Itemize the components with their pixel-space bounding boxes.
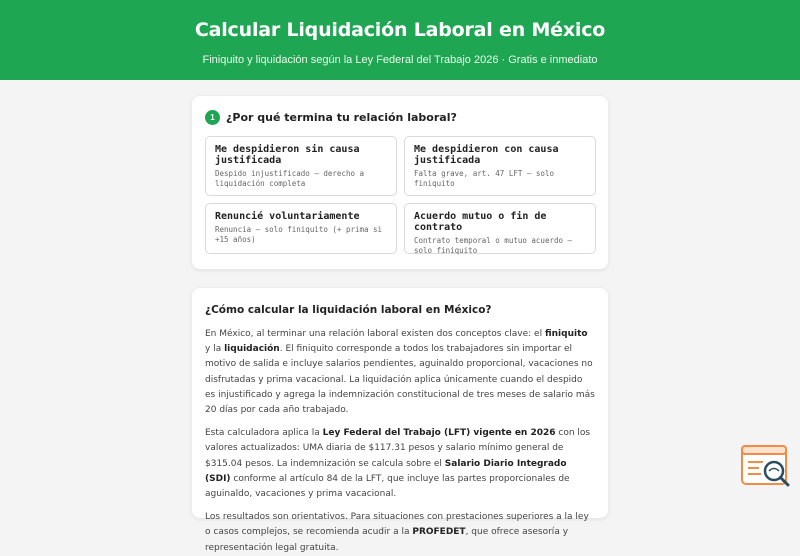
info-paragraph: Esta calculadora aplica la Ley Federal del Trabajo (LFT) vigente en 2026 con los valores actualizados: UMA diaria de $117.31 pesos y salario mínimo general de $315.04 pesos. La indemnización se calcula sobre el Salario Diario Integrado (SDI) conforme al artículo 84 de la LFT, que incluye las partes proporcionales de aguinaldo, vacaciones y prima vacacional. <box>205 428 591 500</box>
option-description: Despido injustificado — derecho a liquidación completa <box>215 169 365 188</box>
option-justified-dismissal[interactable] <box>404 136 596 196</box>
info-title: ¿Cómo calcular la liquidación laboral en México? <box>205 304 492 316</box>
option-voluntary-resignation[interactable] <box>205 203 397 254</box>
reason-options <box>205 136 595 254</box>
info-paragraph: Los resultados son orientativos. Para situaciones con prestaciones superiores a la ley o casos complejos, se recomienda acudir a la PROFEDET, que ofrece asesoría y representación legal gratuita. <box>205 512 589 553</box>
page-header <box>0 0 800 80</box>
option-title: Me despidieron con causa justificada <box>414 144 559 166</box>
page-subtitle: Finiquito y liquidación según la Ley Federal del Trabajo 2026 · Gratis e inmediato <box>202 54 598 66</box>
option-title: Acuerdo mutuo o fin de contrato <box>414 211 547 233</box>
question-header <box>205 110 595 125</box>
option-description: Falta grave, art. 47 LFT — solo finiquito <box>414 169 554 188</box>
info-body <box>205 327 595 556</box>
option-description: Renuncia — solo finiquito (+ prima si +15 años) <box>215 225 383 244</box>
page-title: Calcular Liquidación Laboral en México <box>194 19 606 41</box>
info-card <box>192 288 608 553</box>
option-mutual-agreement[interactable] <box>404 203 596 254</box>
question-title: ¿Por qué termina tu relación laboral? <box>226 111 457 124</box>
search-document-icon[interactable] <box>741 445 791 490</box>
option-title: Me despidieron sin causa justificada <box>215 144 360 166</box>
termination-reason-card <box>192 96 608 269</box>
option-title: Renuncié voluntariamente <box>215 211 360 222</box>
option-unjustified-dismissal[interactable] <box>205 136 397 196</box>
info-paragraph: En México, al terminar una relación laboral existen dos conceptos clave: el finiquito y la liquidación. El finiquito corresponde a todos los trabajadores sin importar el motivo de salida e incluye salarios pendientes, aguinaldo proporcional, vacaciones no disfrutadas y prima vacacional. La liquidación aplica únicamente cuando el despido es injustificado y agrega la indemnización constitucional de tres meses de salario más 20 días por cada año trabajado. <box>205 329 595 416</box>
option-description: Contrato temporal o mutuo acuerdo — solo finiquito <box>414 236 573 255</box>
step-number-badge: 1 <box>205 110 220 125</box>
